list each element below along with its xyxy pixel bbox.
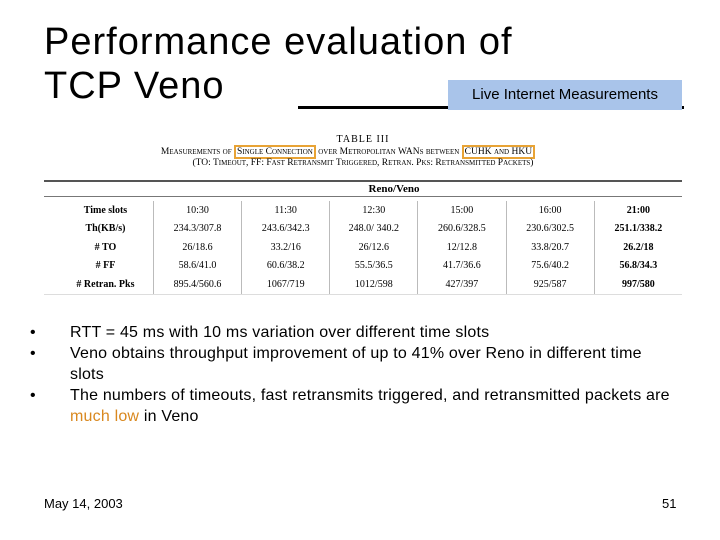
- measurements-table: [58, 201, 682, 294]
- table-cell: 230.6/302.5: [506, 220, 594, 239]
- table-cell: 427/397: [418, 275, 506, 294]
- table-caption-title: TABLE III: [336, 134, 390, 145]
- table-cell: 234.3/307.8: [153, 220, 241, 239]
- table-cell: 60.6/38.2: [242, 257, 330, 276]
- table-bottom-rule: [44, 294, 682, 295]
- table-row: [58, 220, 682, 239]
- table-row: [58, 257, 682, 276]
- table-cell: 243.6/342.3: [242, 220, 330, 239]
- table-cell: 26/18.6: [153, 238, 241, 257]
- table-group-header: Reno/Veno: [368, 183, 420, 195]
- bullet-glyph: •: [30, 387, 36, 404]
- highlight-cuhk-hku: CUHK and HKU: [462, 145, 535, 159]
- table-row: [58, 238, 682, 257]
- table-caption-line3: (TO: Timeout, FF: Fast Retransmit Triggered, Retran. Pks: Retransmitted Packets): [192, 158, 534, 168]
- table-cell: 248.0/ 340.2: [330, 220, 418, 239]
- measurements-table-figure: [44, 134, 682, 300]
- bullet-list: [30, 322, 680, 427]
- table-cell: 58.6/41.0: [153, 257, 241, 276]
- table-cell: 1067/719: [242, 275, 330, 294]
- table-cell: 26/12.6: [330, 238, 418, 257]
- table-cell: 33.8/20.7: [506, 238, 594, 257]
- row-header: # FF: [58, 257, 153, 276]
- bullet-item-throughput: • Veno obtains throughput improvement of up to 41% over Reno in different time slots: [30, 345, 642, 383]
- bullet-glyph: •: [30, 324, 36, 341]
- bullet-item-retransmits: • The numbers of timeouts, fast retransmits triggered, and retransmitted packets are much low in Veno: [30, 387, 670, 425]
- table-row: [58, 201, 682, 220]
- table-cell: 895.4/560.6: [153, 275, 241, 294]
- row-header: # Retran. Pks: [58, 275, 153, 294]
- bullet-item-rtt: • RTT = 45 ms with 10 ms variation over different time slots: [30, 324, 490, 341]
- table-caption-line2: Measurements of Single Connection over Metropolitan WANs between CUHK and HKU: [14, 146, 682, 158]
- table-top-rule: [44, 180, 682, 182]
- bullet-glyph: •: [30, 345, 36, 362]
- table-cell: 11:30: [242, 201, 330, 220]
- slide-title-line2: TCP Veno: [44, 65, 225, 107]
- table-cell: 16:00: [506, 201, 594, 220]
- table-cell: 997/580: [621, 278, 655, 290]
- slide-title: [44, 20, 513, 108]
- table-caption: [44, 134, 682, 169]
- table-cell: 56.8/34.3: [619, 260, 658, 272]
- table-cell: 260.6/328.5: [418, 220, 506, 239]
- table-cell: 10:30: [153, 201, 241, 220]
- table-row: [58, 275, 682, 294]
- row-header: Th(KB/s): [58, 220, 153, 239]
- table-cell: 33.2/16: [242, 238, 330, 257]
- table-cell: 75.6/40.2: [506, 257, 594, 276]
- highlight-single-connection: Single Connection: [234, 145, 316, 159]
- table-cell: 12:30: [330, 201, 418, 220]
- table-cell: 21:00: [626, 204, 651, 216]
- table-header-rule: [44, 196, 682, 197]
- table-cell: 26.2/18: [623, 241, 654, 253]
- table-cell: 1012/598: [330, 275, 418, 294]
- table-cell: 41.7/36.6: [418, 257, 506, 276]
- slide-title-line1: Performance evaluation of: [44, 21, 513, 63]
- row-header: # TO: [58, 238, 153, 257]
- row-header: Time slots: [58, 201, 153, 220]
- table-cell: 12/12.8: [418, 238, 506, 257]
- table-cell: 925/587: [506, 275, 594, 294]
- page-number: 51: [662, 496, 677, 511]
- footer-date: May 14, 2003: [44, 496, 123, 511]
- table-cell: 15:00: [418, 201, 506, 220]
- accent-text: much low: [70, 408, 140, 425]
- table-cell: 55.5/36.5: [330, 257, 418, 276]
- table-cell: 251.1/338.2: [614, 223, 663, 235]
- live-measurements-badge: Live Internet Measurements: [448, 80, 682, 110]
